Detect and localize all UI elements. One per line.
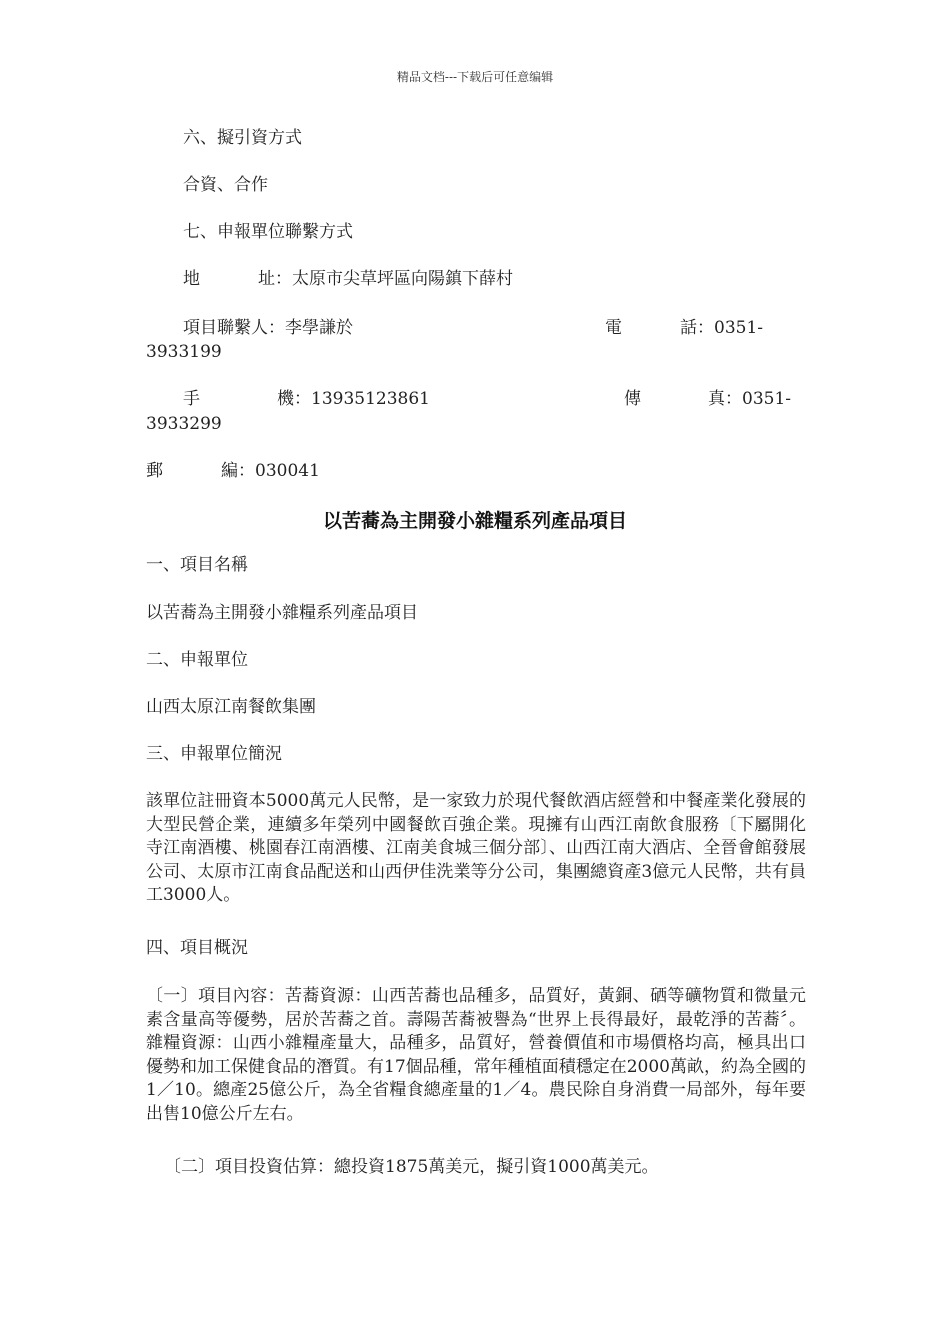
fax-value-continued: 3933299 [146, 414, 222, 434]
section-4-paragraph-1: 〔一〕項目內容：苦蕎資源：山西苦蕎也品種多，品質好，黃銅、硒等礦物質和微量元素含量高等優勢，居於苦蕎之首。壽陽苦蕎被譽為“世界上長得最好，最乾淨的苦蕎〞。雜糧資源：山西小雜糧產量大，品種多，品質好，營養價值和市場價格均高，極具出口優勢和加工保健食品的潛質。有17個品種，常年種植面積穩定在2000萬畝，約為全國的1／10。總產25億公斤，為全省糧食總產量的1／4。農民除自身消費一局部外，每年要出售10億公斤左右。 [146, 986, 806, 1124]
section-4-title: 四、項目概況 [146, 938, 248, 958]
contact-label: 項目聯繫人： [183, 318, 285, 338]
mobile-value: 13935123861 [311, 389, 430, 409]
section-4-paragraph-2: 〔二〕項目投資估算：總投資1875萬美元，擬引資1000萬美元。 [164, 1157, 659, 1177]
section-1-body: 以苦蕎為主開發小雜糧系列產品項目 [146, 603, 418, 623]
postcode-label-1: 郵 [146, 461, 163, 481]
contact-line [183, 316, 353, 340]
address-line [183, 267, 513, 291]
mobile-label-1: 手 [183, 389, 200, 409]
section-7-title: 七、申報單位聯繫方式 [183, 222, 353, 242]
section-2-body: 山西太原江南餐飲集團 [146, 697, 316, 717]
section-3-title: 三、申報單位簡況 [146, 744, 282, 764]
mobile-label-2: 機： [277, 389, 311, 409]
section-1-title: 一、項目名稱 [146, 555, 248, 575]
fax-value-1: 0351- [742, 389, 792, 409]
fax-line [624, 387, 791, 411]
postcode-value: 030041 [255, 461, 320, 481]
phone-value-continued: 3933199 [146, 342, 222, 362]
section-2-title: 二、申報單位 [146, 650, 248, 670]
fax-label-1: 傳 [624, 389, 641, 409]
section-3-body: 該單位註冊資本5000萬元人民幣，是一家致力於現代餐飲酒店經營和中餐產業化發展的大型民營企業，連續多年榮列中國餐飲百強企業。現擁有山西江南飲食服務〔下屬開化寺江南酒樓、桃園春江南酒樓、江南美食城三個分部〕、山西江南大酒店、全晉會館發展公司、太原市江南食品配送和山西伊佳洗業等分公司，集團總資產3億元人民幣，共有員工3000人。 [146, 791, 806, 905]
postcode-line [146, 459, 320, 483]
phone-line [605, 316, 763, 340]
phone-label-1: 電 [605, 318, 622, 338]
phone-value-1: 0351- [714, 318, 764, 338]
address-label-1: 地 [183, 269, 200, 289]
page-header: 精品文档---下载后可任意编辑 [396, 70, 554, 84]
contact-value: 李學謙於 [285, 318, 353, 338]
fax-label-2: 真： [708, 389, 742, 409]
phone-label-2: 話： [680, 318, 714, 338]
mobile-line [183, 387, 430, 411]
project-title: 以苦蕎為主開發小雜糧系列產品項目 [322, 510, 627, 532]
address-value: 太原市尖草坪區向陽鎮下薛村 [292, 269, 513, 289]
section-6-body: 合資、合作 [183, 175, 268, 195]
address-label-2: 址： [258, 269, 292, 289]
postcode-label-2: 編： [221, 461, 255, 481]
section-6-title: 六、擬引資方式 [183, 128, 302, 148]
